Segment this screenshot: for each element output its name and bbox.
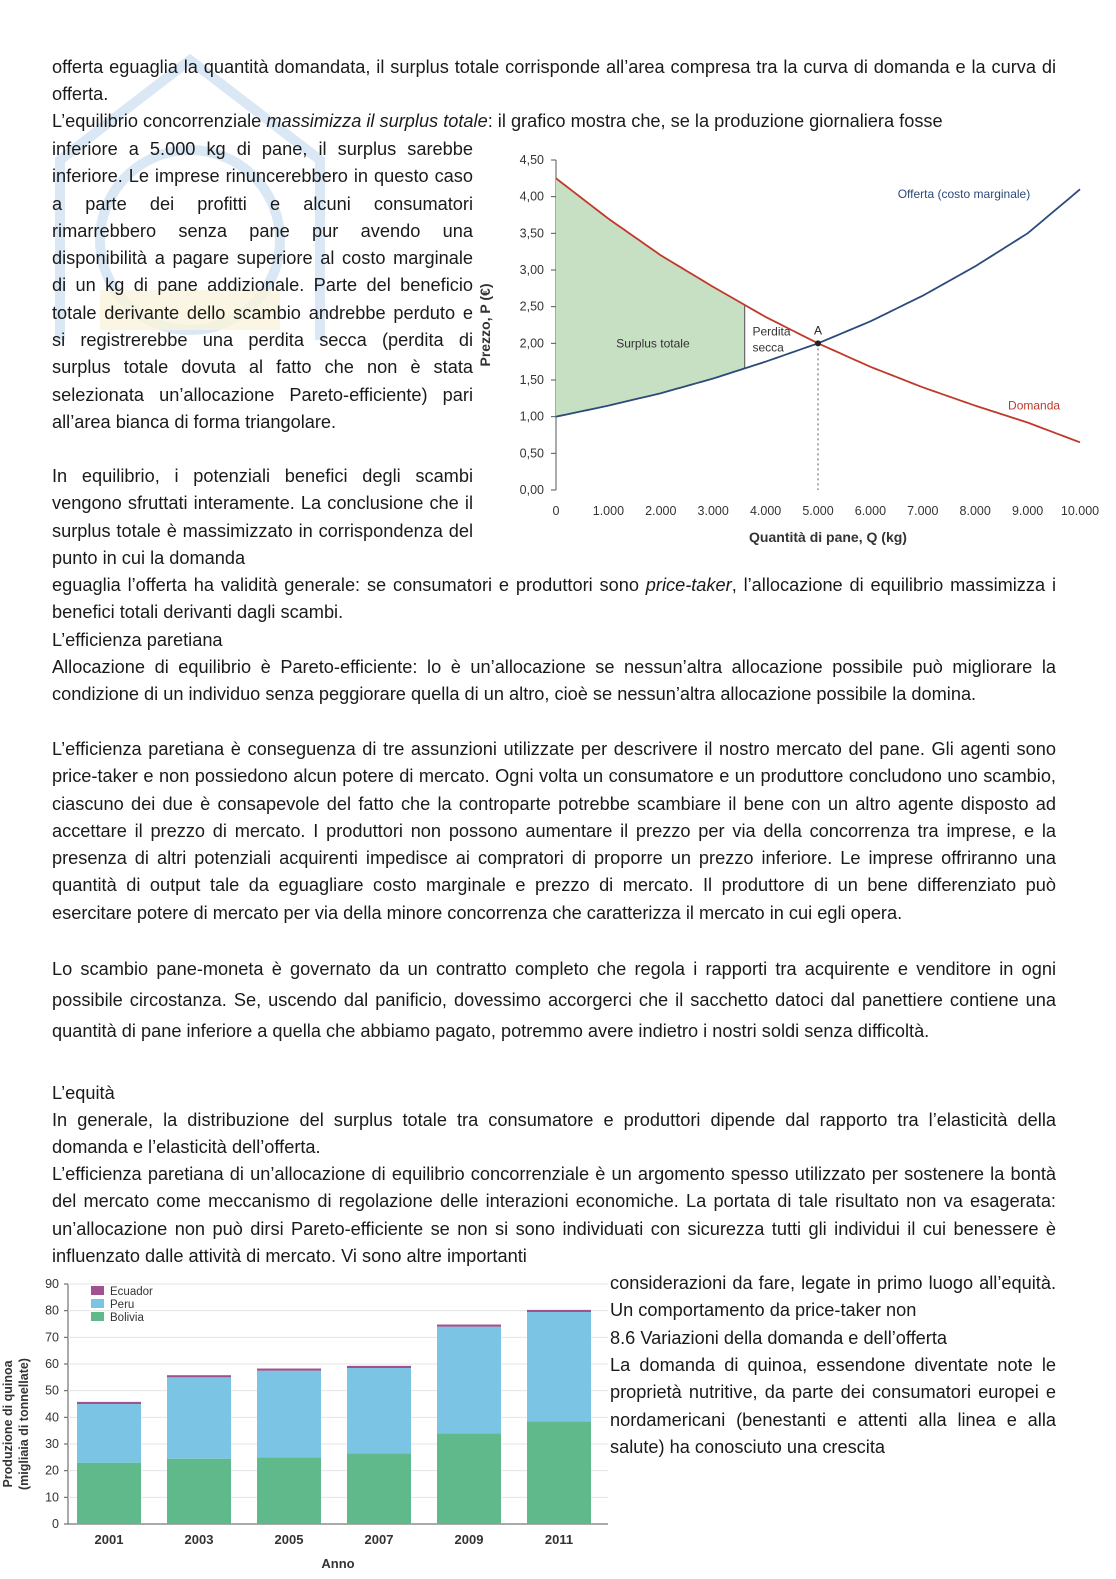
paragraph-quinoa: La domanda di quinoa, essendone diventate note le proprietà nutritive, da parte dei consumatori europei e nordamericani (benestanti e attenti alla linea e alla salute) ha conosciuto una crescita	[610, 1355, 1056, 1457]
paragraph-equilibrium: L’equilibrio concorrenziale massimizza il surplus totale: il grafico mostra che, se la produzione giornaliera fosse	[52, 111, 943, 131]
y-tick-label: 0	[52, 1517, 59, 1531]
y-tick-label: 60	[45, 1357, 59, 1371]
x-tick-label: 2003	[184, 1532, 214, 1547]
y-tick-label: 3,00	[519, 263, 544, 277]
y-tick-label: 90	[45, 1277, 59, 1291]
x-axis-label: Anno	[321, 1556, 355, 1571]
bar-segment-bolivia	[77, 1463, 141, 1524]
paragraph-distribution: In generale, la distribuzione del surplus totale tra consumatore e produttori dipende dal rapporto tra l’elasticità della domanda e l’elasticità dell’offerta.	[52, 1110, 1056, 1158]
y-tick-label: 20	[45, 1463, 59, 1478]
x-tick-label: 4.000	[749, 504, 782, 518]
bar-segment-bolivia	[257, 1457, 321, 1524]
x-tick-label: 3.000	[697, 504, 729, 518]
surplus-chart	[474, 148, 1102, 558]
paragraph-equity-considerations: considerazioni da fare, legate in primo luogo all’equità. Un comportamento da price-taker non	[610, 1273, 1056, 1321]
y-tick-label: 0,50	[519, 446, 544, 461]
y-tick-label: 10	[45, 1490, 59, 1505]
legend-label: Peru	[110, 1299, 135, 1311]
legend-label: Bolivia	[110, 1312, 144, 1324]
paragraph-equilibrium-benefits: In equilibrio, i potenziali benefici degli scambi vengono sfruttati interamente. La conclusione che il surplus totale è massimizzato in corrispondenza del punto in cui la domanda	[52, 466, 473, 568]
bar-segment-peru	[77, 1404, 141, 1463]
bar-segment-bolivia	[527, 1421, 591, 1524]
y-tick-label: 80	[45, 1303, 59, 1318]
demand-curve-label: Domanda	[1008, 398, 1061, 413]
x-tick-label: 1.000	[592, 504, 625, 518]
bar-segment-bolivia	[347, 1453, 411, 1524]
y-tick-label: 4,50	[519, 153, 544, 167]
equilibrium-label: A	[813, 323, 823, 338]
bar-segment-peru	[437, 1327, 501, 1434]
deadweight-label-line1: Perdita	[752, 324, 791, 339]
bar-segment-peru	[257, 1371, 321, 1458]
heading-pareto: L’efficienza paretiana	[52, 630, 223, 650]
bar-segment-ecuador	[437, 1325, 501, 1327]
y-tick-label: 1,00	[519, 409, 544, 424]
supply-curve-label: Offerta (costo marginale)	[897, 187, 1031, 202]
y-tick-label: 2,00	[519, 336, 544, 351]
surplus-chart-svg	[474, 148, 1102, 558]
x-tick-label: 2011	[544, 1532, 574, 1547]
bar-segment-bolivia	[167, 1459, 231, 1524]
x-tick-label: 10.000	[1060, 504, 1100, 518]
quinoa-chart	[0, 1272, 612, 1572]
x-tick-label: 2001	[94, 1532, 124, 1547]
x-tick-label: 8.000	[959, 504, 991, 518]
y-axis-label: Prezzo, P (€)	[477, 283, 493, 367]
paragraph-contract: Lo scambio pane-moneta è governato da un contratto completo che regola i rapporti tra acquirente e venditore in ogni possibile circostanza. Se, uscendo dal panificio, dovessimo accorgerci che il sacchetto datoci dal panettiere contiene una quantità di pane inferiore a quella che abbiamo pagato, potremmo avere indietro i nostri soldi senza difficoltà.	[52, 959, 1056, 1041]
bar-segment-ecuador	[527, 1310, 591, 1312]
legend-label: Ecuador	[110, 1286, 153, 1298]
legend-swatch	[91, 1299, 104, 1308]
heading-equity: L’equità	[52, 1083, 115, 1103]
y-axis-label-line2: (migliaia di tonnellate)	[17, 1358, 31, 1490]
paragraph-market-efficiency: L’efficienza paretiana di un’allocazione di equilibrio concorrenziale è un argomento spesso utilizzato per sostenere la bontà del mercato come meccanismo di regolazione delle interazioni economiche. La portata di tale risultato non va esagerata: un’allocazione non può dirsi Pareto-efficiente se non si sono individuati con sicurezza tutti gli individui il cui benessere è influenzato dalle attività di mercato. Vi sono altre importanti	[52, 1164, 1056, 1266]
x-tick-label: 0	[552, 504, 560, 518]
y-tick-label: 0,00	[519, 483, 544, 497]
x-axis-label: Quantità di pane, Q (kg)	[749, 529, 907, 545]
x-tick-label: 7.000	[907, 504, 939, 518]
bar-segment-ecuador	[77, 1402, 141, 1404]
legend-swatch	[91, 1286, 104, 1295]
y-tick-label: 3,50	[519, 226, 544, 241]
y-tick-label: 30	[45, 1437, 59, 1451]
y-tick-label: 40	[45, 1410, 59, 1425]
bar-segment-ecuador	[167, 1375, 231, 1377]
heading-demand-supply: 8.6 Variazioni della domanda e dell’offerta	[610, 1328, 948, 1348]
paragraph-surplus-loss: inferiore a 5.000 kg di pane, il surplus sarebbe inferiore. Le imprese rinuncerebbero in questo caso a parte dei profitti e alcuni consumatori rimarrebbero senza pane pur avendo una disponibilità a pagare superiore al costo marginale di un kg di pane addizionale. Parte del beneficio totale derivante dello scambio andrebbe perduto e si registrerebbe una perdita secca (perdita di surplus totale dovuta al fatto che non è stata selezionata un’allocazione Pareto-efficiente) pari all’area bianca di forma triangolare.	[52, 139, 473, 432]
bar-segment-ecuador	[347, 1366, 411, 1368]
y-tick-label: 4,00	[519, 189, 544, 204]
surplus-area-label: Surplus totale	[616, 336, 690, 351]
surplus-area	[556, 178, 745, 416]
y-axis-label-line1: Produzione di quinoa	[1, 1360, 15, 1488]
x-tick-label: 5.000	[802, 504, 834, 518]
y-tick-label: 70	[45, 1330, 59, 1345]
y-tick-label: 2,50	[519, 299, 544, 314]
bar-segment-peru	[347, 1368, 411, 1453]
bar-segment-peru	[167, 1377, 231, 1458]
y-tick-label: 1,50	[519, 373, 544, 387]
y-tick-label: 50	[45, 1383, 59, 1398]
x-tick-label: 9.000	[1011, 504, 1044, 518]
deadweight-label-line2: secca	[752, 340, 784, 355]
x-tick-label: 2009	[454, 1532, 484, 1547]
paragraph-pareto-definition: Allocazione di equilibrio è Pareto-efficiente: lo è un’allocazione se nessun’altra allocazione possibile può migliorare la condizione di un individuo senza peggiorare quella di un altro, cioè se nessun’altra allocazione possibile la domina.	[52, 657, 1056, 705]
bar-segment-bolivia	[437, 1433, 501, 1524]
paragraph-intro: offerta eguaglia la quantità domandata, il surplus totale corrisponde all’area compresa tra la curva di domanda e la curva di offerta.	[52, 57, 1056, 105]
paragraph-general-validity: eguaglia l’offerta ha validità generale: se consumatori e produttori sono price-taker, l’allocazione di equilibrio massimizza i benefici totali derivanti dagli scambi.	[52, 575, 1056, 623]
x-tick-label: 2.000	[645, 504, 677, 518]
bar-segment-ecuador	[257, 1369, 321, 1371]
equilibrium-point	[815, 340, 821, 346]
legend-swatch	[91, 1312, 104, 1321]
quinoa-chart-svg	[0, 1272, 612, 1572]
paragraph-pareto-assumptions: L’efficienza paretiana è conseguenza di tre assunzioni utilizzate per descrivere il nostro mercato del pane. Gli agenti sono price-taker e non possiedono alcun potere di mercato. Ogni volta un consumatore e un produttore concludono uno scambio, ciascuno dei due è consapevole del fatto che la controparte potrebbe scambiare il bene con un altro agente disposto ad accettare il prezzo di mercato. I produttori non possono aumentare il prezzo per via della concorrenza tra imprese, e la presenza di altri potenziali acquirenti impedisce ai compratori di proporre un prezzo inferiore. Le imprese offriranno una quantità di output tale da eguagliare costo marginale e prezzo di mercato. Il produttore di un bene differenziato può esercitare potere di mercato per via della minore concorrenza che caratterizza il mercato in cui egli opera.	[52, 739, 1056, 923]
x-tick-label: 6.000	[854, 504, 887, 518]
x-tick-label: 2007	[364, 1532, 394, 1547]
bar-segment-peru	[527, 1312, 591, 1421]
x-tick-label: 2005	[274, 1532, 304, 1547]
